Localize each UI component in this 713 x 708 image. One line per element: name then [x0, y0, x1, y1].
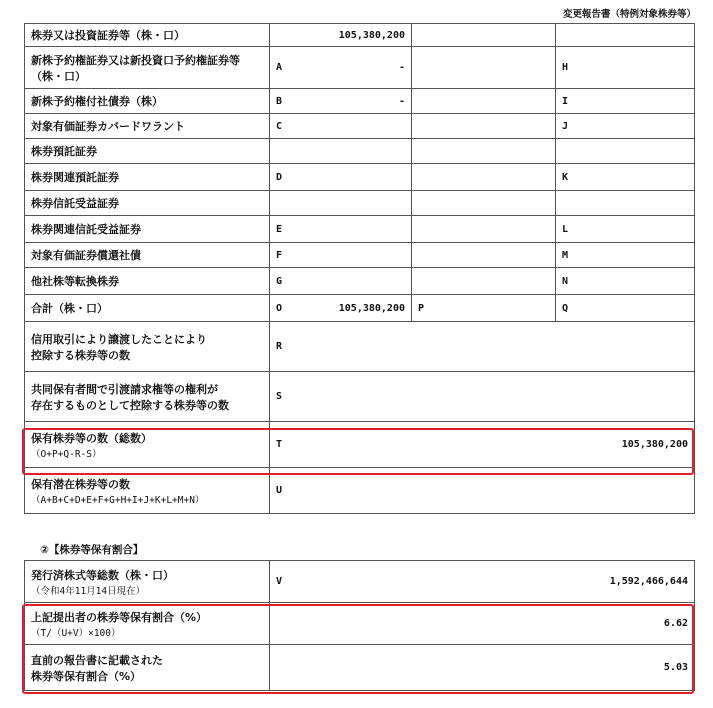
table-row — [25, 47, 695, 89]
table-row — [25, 191, 695, 216]
table-row — [25, 89, 695, 114]
row-label: 上記提出者の株券等保有割合（%） （T/（U+V）×100） — [25, 603, 270, 645]
cell-col4: N — [556, 268, 695, 295]
table-row — [25, 372, 695, 422]
highlight-total-holdings — [22, 428, 694, 475]
table-row — [25, 268, 695, 295]
code-letter: G — [276, 275, 283, 287]
value-cell — [270, 372, 695, 422]
value-cell — [270, 243, 412, 268]
cell-col3: P — [412, 295, 556, 322]
table-row — [25, 114, 695, 139]
row-label: 保有潜在株券等の数 （A+B+C+D+E+F+G+H+I+J+K+L+M+N） — [25, 468, 270, 514]
cell-col3 — [412, 191, 556, 216]
cell-col3 — [412, 89, 556, 114]
code-letter: A — [276, 62, 283, 73]
row-label: 対象有価証券償還社債 — [25, 243, 270, 268]
row-label: 株券関連預託証券 — [25, 164, 270, 191]
cell-col4: M — [556, 243, 695, 268]
cell-col4: Q — [556, 295, 695, 322]
dash-mark: - — [398, 95, 405, 107]
code-letter: V — [276, 576, 283, 587]
cell-col4: H — [556, 47, 695, 89]
cell-col4 — [556, 191, 695, 216]
quantity-value: 105,380,200 — [621, 439, 688, 450]
code-letter: D — [276, 171, 283, 183]
cell-col4 — [556, 139, 695, 164]
cell-col3 — [412, 114, 556, 139]
row-label: 株券又は投資証券等（株・口） — [25, 24, 270, 47]
value-cell — [270, 191, 412, 216]
table-row — [25, 164, 695, 191]
cell-col4 — [556, 24, 695, 47]
cell-col4: L — [556, 216, 695, 243]
ratio-value: 5.03 — [663, 662, 688, 673]
row-label: 合計（株・口） — [25, 295, 270, 322]
document-header: 変更報告書（特例対象株券等） — [563, 9, 697, 20]
table-row — [25, 561, 695, 603]
code-letter: O — [276, 302, 283, 314]
cell-col4: K — [556, 164, 695, 191]
row-label: 直前の報告書に記載された 株券等保有割合（%） — [25, 645, 270, 691]
code-letter: T — [276, 439, 283, 450]
table-row — [25, 139, 695, 164]
table-row — [25, 243, 695, 268]
cell-col3 — [412, 216, 556, 243]
dash-mark: - — [398, 62, 405, 73]
row-label: 信用取引により譲渡したことにより 控除する株券等の数 — [25, 322, 270, 372]
value-cell — [270, 47, 412, 89]
ratio-value: 6.62 — [663, 618, 688, 629]
code-letter: S — [276, 391, 283, 402]
cell-col3 — [412, 24, 556, 47]
row-label: 株券関連信託受益証券 — [25, 216, 270, 243]
row-label: 株券預託証券 — [25, 139, 270, 164]
value-cell — [270, 89, 412, 114]
row-label: 新株予約権証券又は新投資口予約権証券等 （株・口） — [25, 47, 270, 89]
code-letter: U — [276, 485, 283, 496]
cell-col4: J — [556, 114, 695, 139]
cell-col3 — [412, 268, 556, 295]
code-letter: C — [276, 120, 283, 132]
code-letter: R — [276, 341, 283, 352]
code-letter: E — [276, 223, 283, 235]
cell-col4: I — [556, 89, 695, 114]
row-label: 他社株等転換株券 — [25, 268, 270, 295]
value-cell — [270, 216, 412, 243]
value-cell — [270, 24, 412, 47]
value-cell — [270, 139, 412, 164]
quantity-value: 105,380,200 — [338, 302, 405, 314]
code-letter: B — [276, 95, 283, 107]
table-row — [25, 322, 695, 372]
table-row — [25, 295, 695, 322]
value-cell — [270, 561, 695, 603]
value-cell — [270, 114, 412, 139]
table-row — [25, 24, 695, 47]
row-label: 対象有価証券カバードワラント — [25, 114, 270, 139]
code-letter: F — [276, 249, 283, 261]
value-cell — [270, 268, 412, 295]
table-row — [25, 216, 695, 243]
value-cell — [270, 322, 695, 372]
cell-col3 — [412, 47, 556, 89]
quantity-value: 105,380,200 — [338, 29, 405, 41]
section-2-title: ②【株券等保有割合】 — [40, 544, 144, 556]
row-label: 保有株券等の数（総数） （O+P+Q-R-S） — [25, 422, 270, 468]
highlight-ratios — [22, 604, 694, 694]
ratio-value: 1,592,466,644 — [609, 576, 688, 587]
row-label: 発行済株式等総数（株・口） （令和4年11月14日現在） — [25, 561, 270, 603]
row-label: 株券信託受益証券 — [25, 191, 270, 216]
row-label: 新株予約権付社債券（株） — [25, 89, 270, 114]
cell-col3 — [412, 164, 556, 191]
cell-col3 — [412, 139, 556, 164]
cell-col3 — [412, 243, 556, 268]
row-label: 共同保有者間で引渡請求権等の権利が 存在するものとして控除する株券等の数 — [25, 372, 270, 422]
value-cell — [270, 295, 412, 322]
value-cell — [270, 164, 412, 191]
